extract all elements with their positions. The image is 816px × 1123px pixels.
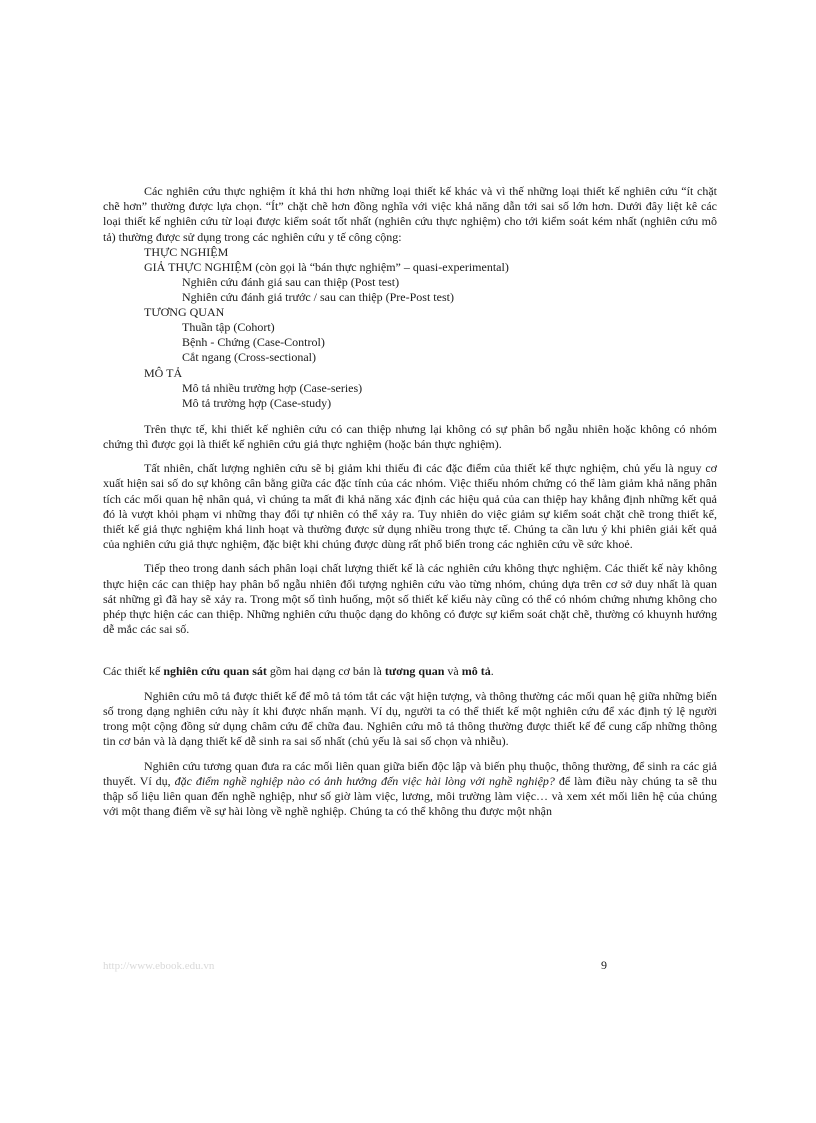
paragraph-intro: Các nghiên cứu thực nghiệm ít khả thi hơn những loại thiết kế khác và vì thế những loại thiết kế nghiên cứu “ít chặt chẽ hơn” thường được lựa chọn. “Ít” chặt chẽ hơn đồng nghĩa với việc khả năng dẫn tới sai số lớn hơn. Dưới đây liệt kê các loại thiết kế nghiên cứu từ loại được kiểm soát tốt nhất (nghiên cứu thực nghiệm) cho tới kiểm soát kém nhất (nghiên cứu mô tả) thường được sử dụng trong các nghiên cứu y tế công cộng: [103,184,717,244]
list-item: Nghiên cứu đánh giá sau can thiệp (Post test) [182,275,400,289]
text-span: Các thiết kế [103,664,164,679]
page-number: 9 [601,958,607,972]
paragraph-non-experimental: Tiếp theo trong danh sách phân loại chất lượng thiết kế là các nghiên cứu không thực nghiệm. Các thiết kế này không thực hiện các can thiệp hay phân bổ ngẫu nhiên đối tượng nghiên cứu vào từng nhóm, chúng dựa trên cơ sở duy nhất là quan sát những gì đã hay sẽ xảy ra. Trong một số tình huống, một số thiết kế kiểu này cũng có thể có nhóm chứng nhưng không cho phép thực hiện các can thiệp. Những nghiên cứu thuộc dạng do không có được sự kiểm soát chặt chẽ, thường có khuynh hướng dễ mắc các sai số. [103,561,717,637]
paragraph-quasi-definition: Trên thực tế, khi thiết kế nghiên cứu có can thiệp nhưng lại không có sự phân bổ ngẫu nhiên hoặc không có nhóm chứng thì được gọi là thiết kế nghiên cứu giả thực nghiệm (hoặc bán thực nghiệm). [103,421,717,452]
list-item: MÔ TẢ [144,365,183,380]
paragraph-descriptive: Nghiên cứu mô tả được thiết kế để mô tả tóm tắt các vật hiện tượng, và thông thường các mối quan hệ giữa những biến số trong dạng nghiên cứu này ít khi được nhấn mạnh. Ví dụ, người ta có thể thiết kế một nghiên cứu để xác định tỷ lệ người trong một cộng đồng sử dụng châm cứu để chữa đau. Nghiên cứu mô tả thông thường được thiết kế để cung cấp những thông tin cơ bản và là dạng thiết kế dễ sinh ra sai số nhất (chủ yếu là sai số chọn và nhiễu). [103,688,717,749]
text-span: . [490,664,494,679]
italic-example-question: đặc điểm nghề nghiệp nào có ảnh hưởng đến việc hài lòng với nghề nghiệp? [174,773,555,788]
list-item: Bệnh - Chứng (Case-Control) [182,335,325,350]
text-span: và [444,664,462,679]
design-hierarchy-list [103,245,717,411]
bold-term-correlational: tương quan [384,664,445,679]
list-item: GIẢ THỰC NGHIỆM (còn gọi là “bán thực nghiệm” – quasi-experimental) [144,259,509,274]
list-item: Thuần tập (Cohort) [182,320,275,335]
text-span: Nghiên cứu tương quan đưa ra các mối liên quan giữa biến độc lập và biến phụ thuộc, thông thường, để sinh ra các giả thuyết. Ví dụ, [103,758,717,788]
document-body [103,184,717,819]
paragraph-quasi-quality: Tất nhiên, chất lượng nghiên cứu sẽ bị giảm khi thiếu đi các đặc điểm của thiết kế thực nghiệm, chủ yếu là nguy cơ xuất hiện sai số do sự không cân bằng giữa các đặc tính của các nhóm. Việc thiếu nhóm chứng có thể làm giảm khả năng phân tích các mối quan hệ nhân quả, vì chúng ta mất đi khả năng xác định các hiệu quả của can thiệp hay khẳng định những kết quả đó là vượt khỏi phạm vi những thay đổi tự nhiên có thể xảy ra. Tuy nhiên do việc giảm sự kiểm soát chặt chẽ trong thiết kế, thiết kế giả thực nghiệm khá linh hoạt và thường được sử dụng nhiều trong thực tế. Chúng ta cần lưu ý khi phiên giải kết quả của nghiên cứu giả thực nghiệm, đặc biệt khi chúng được dùng rất phổ biến trong các nghiên cứu về sức khoẻ. [103,461,717,552]
text-span: để làm điều này chúng ta sẽ thu thập số liệu liên quan đến nghề nghiệp, như số giờ làm việc, lương, môi trường làm việc… và xem xét mối liên hệ của chúng với một thang điểm về sự hài lòng về nghề nghiệp. Chúng ta có thể không thu được một nhận [103,773,717,819]
text-span: gồm hai dạng cơ bản là [266,664,385,679]
list-item: THỰC NGHIỆM [144,244,229,259]
bold-term-observational: nghiên cứu quan sát [163,664,267,679]
paragraph-correlational [103,759,717,820]
list-item: Mô tả trường hợp (Case-study) [182,395,332,410]
bold-term-descriptive: mô tả [461,664,491,679]
footer-url-watermark: http://www.ebook.edu.vn [103,960,215,972]
list-item: Mô tả nhiều trường hợp (Case-series) [182,380,363,395]
list-item: Nghiên cứu đánh giá trước / sau can thiệp (Pre-Post test) [182,290,454,305]
list-item: TƯƠNG QUAN [144,305,225,320]
paragraph-observational [103,664,717,679]
list-item: Cắt ngang (Cross-sectional) [182,350,316,365]
